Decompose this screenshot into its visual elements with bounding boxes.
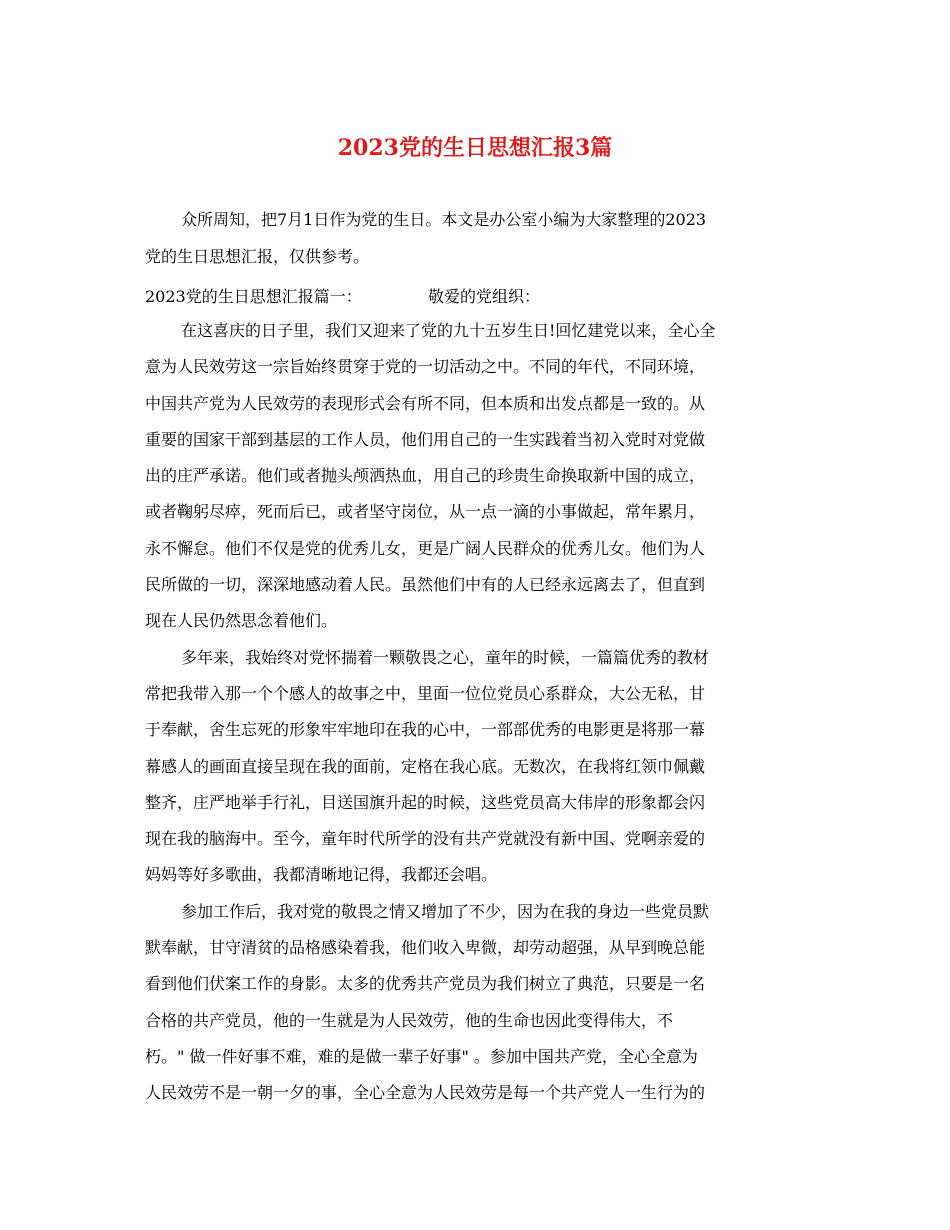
paragraph-3-line: 人民效劳不是一朝一夕的事，全心全意为人民效劳是每一个共产党人一生行为的	[145, 1083, 706, 1102]
paragraph-2-line: 常把我带入那一个个感人的故事之中，里面一位位党员心系群众，大公无私，甘	[145, 684, 706, 703]
section-heading: 2023党的生日思想汇报篇一：	[145, 287, 362, 306]
paragraph-1-line: 意为人民效劳这一宗旨始终贯穿于党的一切活动之中。不同的年代，不同环境，	[145, 357, 706, 376]
paragraph-1-line: 中国共产党为人民效劳的表现形式会有所不同，但本质和出发点都是一致的。从	[145, 394, 706, 413]
paragraph-3-line: 看到他们伏案工作的身影。太多的优秀共产党员为我们树立了典范，只要是一名	[145, 974, 706, 993]
salutation: 敬爱的党组织：	[428, 287, 541, 306]
paragraph-3-line: 朽。" 做一件好事不难，难的是做一辈子好事" 。参加中国共产党，全心全意为	[145, 1047, 698, 1066]
paragraph-2-line: 现在我的脑海中。至今，童年时代所学的没有共产党就没有新中国、党啊亲爱的	[145, 829, 706, 848]
paragraph-1-line: 重要的国家干部到基层的工作人员，他们用自己的一生实践着当初入党时对党做	[145, 430, 706, 449]
paragraph-2-line: 幕感人的画面直接呈现在我的面前，定格在我心底。无数次，在我将红领巾佩戴	[145, 757, 706, 776]
paragraph-3-line: 默奉献，甘守清贫的品格感染着我，他们收入卑微，却劳动超强，从早到晚总能	[145, 938, 706, 957]
paragraph-1-line: 永不懈怠。他们不仅是党的优秀儿女，更是广阔人民群众的优秀儿女。他们为人	[145, 539, 706, 558]
paragraph-2-line: 妈妈等好多歌曲，我都清晰地记得，我都还会唱。	[145, 865, 498, 884]
intro-line: 众所周知，把7月1日作为党的生日。本文是办公室小编为大家整理的2023	[181, 210, 707, 229]
paragraph-2-line: 于奉献，舍生忘死的形象牢牢地印在我的心中，一部部优秀的电影更是将那一幕	[145, 720, 706, 739]
intro-line: 党的生日思想汇报，仅供参考。	[145, 247, 370, 266]
paragraph-2-line: 多年来，我始终对党怀揣着一颗敬畏之心，童年的时候，一篇篇优秀的教材	[181, 648, 710, 667]
paragraph-1-line: 出的庄严承诺。他们或者抛头颅洒热血，用自己的珍贵生命换取新中国的成立，	[145, 466, 706, 485]
paragraph-1-line: 现在人民仍然思念着他们。	[145, 611, 338, 630]
paragraph-2-line: 整齐，庄严地举手行礼，目送国旗升起的时候，这些党员高大伟岸的形象都会闪	[145, 793, 706, 812]
paragraph-3-line: 参加工作后，我对党的敬畏之情又增加了不少，因为在我的身边一些党员默	[181, 902, 710, 921]
document-title: 2023党的生日思想汇报3篇	[337, 135, 613, 161]
paragraph-1-line: 民所做的一切，深深地感动着人民。虽然他们中有的人已经永远离去了，但直到	[145, 575, 706, 594]
paragraph-1-line: 或者鞠躬尽瘁，死而后已，或者坚守岗位，从一点一滴的小事做起，常年累月，	[145, 502, 706, 521]
paragraph-1-line: 在这喜庆的日子里，我们又迎来了党的九十五岁生日!回忆建党以来，全心全	[181, 321, 716, 340]
paragraph-3-line: 合格的共产党员，他的一生就是为人民效劳，他的生命也因此变得伟大，不	[145, 1011, 674, 1030]
